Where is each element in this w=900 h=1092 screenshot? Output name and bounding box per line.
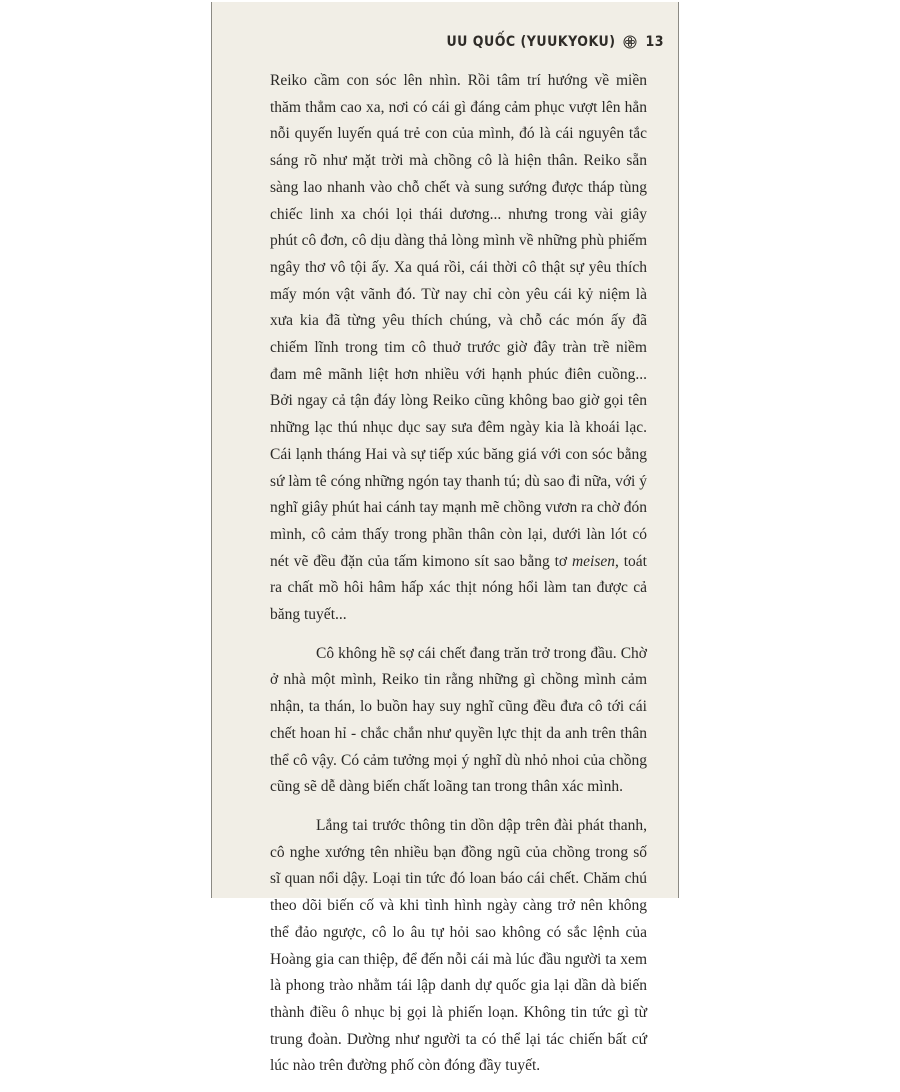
paragraph-text: Cô không hề sợ cái chết đang trăn trở trong đầu. Chờ ở nhà một mình, Reiko tin rằng những gì chồng mình cảm nhận, ta thán, lo buồn hay suy nghĩ cũng đều đưa cô tới cái chết hoan hỉ - chắc chắn như quyền lực thịt da anh trên thân thể cô vậy. Có cảm tưởng mọi ý nghĩ dù nhỏ nhoi của chồng cũng sẽ dễ dàng biến chất loãng tan trong thân xác mình. <box>270 644 647 796</box>
italic-term: meisen <box>571 552 615 570</box>
running-title: UU QUỐC (YUUKYOKU) <box>446 34 616 50</box>
page-number: 13 <box>645 34 664 50</box>
paragraph <box>270 641 647 801</box>
paragraph <box>270 68 647 629</box>
running-header <box>446 34 664 50</box>
flower-ornament-icon <box>623 35 637 49</box>
book-page <box>211 2 679 1075</box>
paragraph <box>270 813 647 1080</box>
paragraph-text: Reiko cầm con sóc lên nhìn. Rồi tâm trí hướng về miền thăm thẳm cao xa, nơi có cái gì đáng cảm phục vượt lên hẳn nỗi quyến luyến quá trẻ con của mình, đó là cái nguyên tắc sáng rõ như mặt trời mà chồng cô là hiện thân. Reiko sẵn sàng lao nhanh vào chỗ chết và sung sướng được tháp tùng chiếc linh xa chói lọi thái dương... nhưng trong vài giây phút cô đơn, cô dịu dàng thả lòng mình về những phù phiếm ngây thơ vô tội ấy. Xa quá rồi, cái thời cô thật sự yêu thích mấy món vật vãnh đó. Từ nay chỉ còn yêu cái kỷ niệm là xưa kia đã từng yêu thích chúng, và chỗ các món ấy đã chiếm lĩnh trong tim cô thuở trước giờ đây tràn trề niềm đam mê mãnh liệt hơn nhiều với hạnh phúc điên cuồng... Bởi ngay cả tận đáy lòng Reiko cũng không bao giờ gọi tên những lạc thú nhục dục say sưa đêm ngày kia là khoái lạc. Cái lạnh tháng Hai và sự tiếp xúc băng giá với con sóc bằng sứ làm tê cóng những ngón tay thanh tú; dù sao đi nữa, với ý nghĩ giây phút hai cánh tay mạnh mẽ chồng vươn ra chờ đón mình, cô cảm thấy trong phần thân còn lại, dưới làn lót có nét vẽ đều đặn của tấm kimono sít sao bằng tơ <box>270 72 647 570</box>
body-text <box>270 68 647 1092</box>
paragraph-text-end: , toát ra chất mồ hôi hâm hấp xác thịt nóng hổi làm tan được cả băng tuyết... <box>270 552 647 624</box>
paragraph-text: Lắng tai trước thông tin dồn dập trên đài phát thanh, cô nghe xướng tên nhiều bạn đồng ngũ của chồng trong số sĩ quan nổi dậy. Loại tin tức đó loan báo cái chết. Chăm chú theo dõi biến cố và khi tình hình ngày càng trở nên không thể đảo ngược, cô lo âu tự hỏi sao không có sắc lệnh của Hoàng gia can thiệp, để đến nỗi cái mà lúc đầu người ta xem là phong trào nhằm tái lập danh dự quốc gia lại dần dà biến thành điều ô nhục bị gọi là phiến loạn. Không tin tức gì từ trung đoàn. Dường như người ta có thể lại tác chiến bất cứ lúc nào trên đường phố còn đóng đầy tuyết. <box>270 816 647 1075</box>
